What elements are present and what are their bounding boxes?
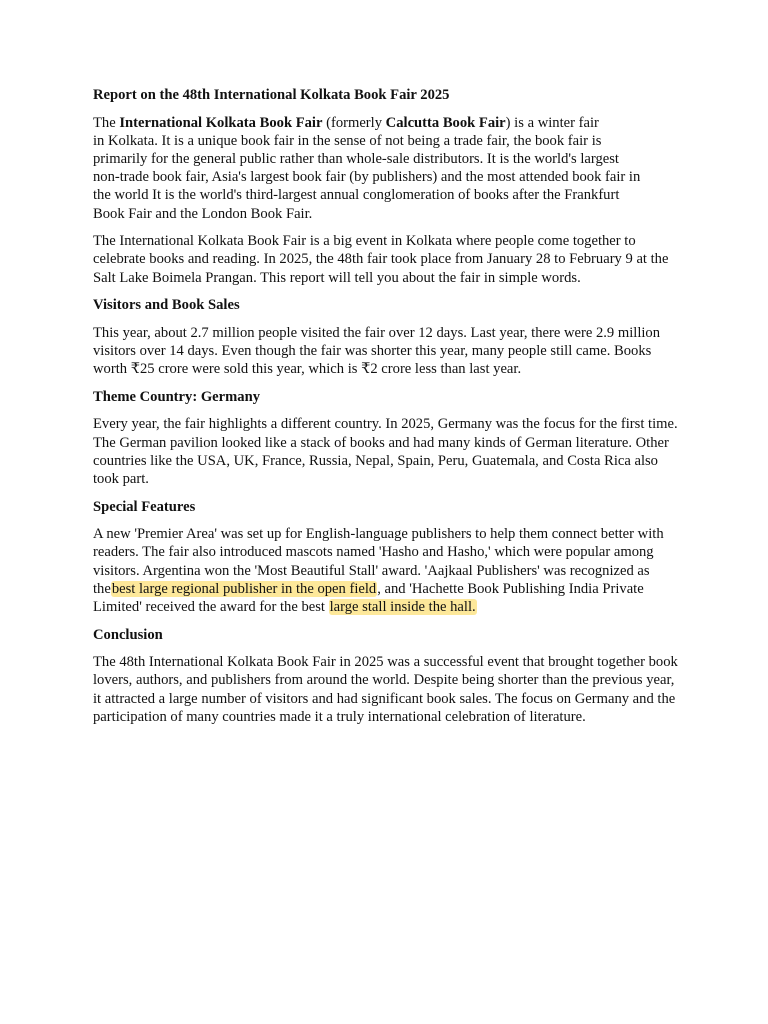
- intro-text-a: The: [93, 114, 120, 131]
- intro-bold-former-name: Calcutta Book Fair: [385, 114, 506, 131]
- section-body-theme: Every year, the fair highlights a different country. In 2025, Germany was the focus for the first time. The German pavilion looked like a stack of books and had many kinds of German literature. Other countries like the USA, UK, France, Russia, Nepal, Spain, Peru, Guatemala, and Costa Rica also took part.: [93, 416, 678, 487]
- intro-paragraph-1: [93, 114, 683, 223]
- highlight-large-stall: large stall inside the hall.: [329, 599, 476, 615]
- section-heading-features: Special Features: [93, 498, 196, 515]
- features-text-a: A new 'Premier Area' was set up for English-language publishers to help them connect better with readers. The fair also introduced mascots named 'Hasho and Hasho,' which were popular among visitors. Argentina won the 'Most Beautiful Stall' award. 'Aajkaal Publishers' was recognized as the: [93, 526, 664, 597]
- intro-paragraph-2: The International Kolkata Book Fair is a big event in Kolkata where people come together to celebrate books and reading. In 2025, the 48th fair took place from January 28 to February 9 at the Salt Lake Boimela Prangan. This report will tell you about the fair in simple words.: [93, 233, 669, 286]
- intro-bold-fair-name: International Kolkata Book Fair: [119, 114, 323, 131]
- section-body-conclusion: The 48th International Kolkata Book Fair in 2025 was a successful event that brought together book lovers, authors, and publishers from around the world. Despite being shorter than the previous year, it attracted a large number of visitors and had significant book sales. The focus on Germany and the participation of many countries made it a truly international celebration of literature.: [93, 654, 678, 725]
- highlight-regional-publisher: best large regional publisher in the open field: [111, 580, 377, 597]
- section-heading-theme: Theme Country: Germany: [93, 388, 260, 405]
- intro-line-4: non-trade book fair, Asia's largest book fair (by publishers) and the most attended book fair in: [93, 169, 641, 186]
- section-body-visitors: This year, about 2.7 million people visited the fair over 12 days. Last year, there were 2.9 million visitors over 14 days. Even though the fair was shorter this year, many people still came. Books worth ₹25 crore were sold this year, which is ₹2 crore less than last year.: [93, 324, 661, 378]
- report-title: Report on the 48th International Kolkata Book Fair 2025: [93, 87, 450, 103]
- section-heading-conclusion: Conclusion: [93, 626, 163, 643]
- section-heading-visitors: Visitors and Book Sales: [93, 297, 240, 314]
- intro-text-c: (formerly: [322, 114, 386, 131]
- intro-text-d: ) is a winter fair: [505, 114, 599, 131]
- features-text-b: , and 'Hachette Book Publishing India Private Limited' received the award for the best: [93, 580, 644, 615]
- intro-line-2: in Kolkata. It is a unique book fair in the sense of not being a trade fair, the book fair is: [93, 132, 602, 149]
- intro-line-5: the world It is the world's third-largest annual conglomeration of books after the Frankfurt: [93, 187, 620, 204]
- intro-line-6: Book Fair and the London Book Fair.: [93, 205, 313, 222]
- section-body-features: [93, 525, 683, 616]
- intro-line-3: primarily for the general public rather than whole-sale distributors. It is the world's largest: [93, 151, 619, 167]
- document-page: [93, 86, 683, 735]
